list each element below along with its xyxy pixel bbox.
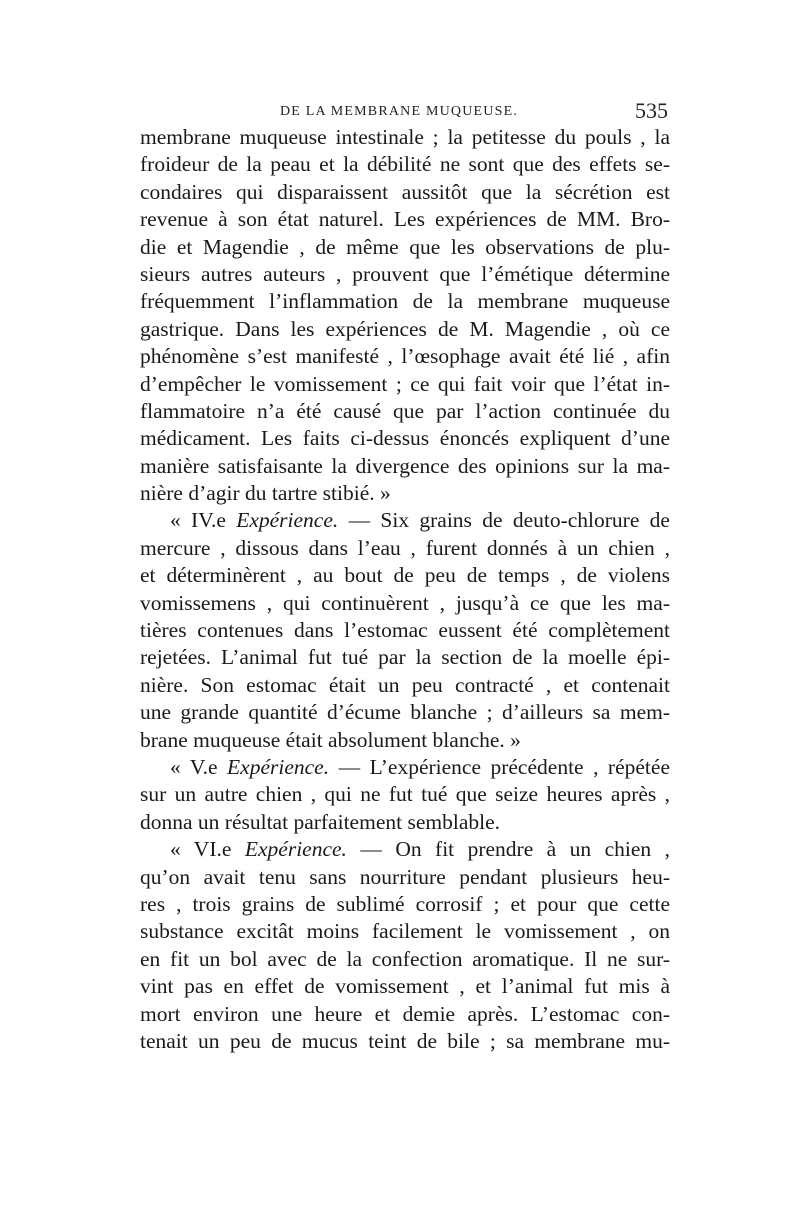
line-text: tenait un peu de mucus teint de bile ; sa membrane mu-: [140, 1028, 670, 1053]
italic-heading: Expérience.: [244, 837, 347, 862]
text-line: [140, 918, 670, 945]
line-text: en fit un bol avec de la confection aromatique. Il ne sur-: [140, 946, 670, 971]
text-line: [140, 507, 670, 534]
italic-heading: Expérience.: [227, 754, 330, 779]
line-text: vint pas en effet de vomissement , et l’animal fut mis à: [140, 974, 670, 999]
text-line: [140, 179, 670, 206]
page-number: 535: [635, 98, 668, 123]
line-text: brane muqueuse était absolument blanche. »: [140, 727, 521, 752]
text-line: [140, 234, 670, 261]
text-line: [140, 288, 670, 315]
text-line: [140, 946, 670, 973]
text-line: [140, 644, 670, 671]
line-text: manière satisfaisante la divergence des opinions sur la ma-: [140, 453, 670, 478]
line-text: fréquemment l’inflammation de la membrane muqueuse: [140, 289, 670, 314]
line-text: die et Magendie , de même que les observations de plu-: [140, 234, 670, 259]
text-line: [140, 206, 670, 233]
line-text: « V.e: [170, 754, 228, 779]
line-text: membrane muqueuse intestinale ; la petitesse du pouls , la: [140, 125, 670, 149]
line-text: médicament. Les faits ci-dessus énoncés expliquent d’une: [140, 426, 670, 451]
text-line: [140, 343, 670, 370]
line-text-continued: — On fit prendre à un chien ,: [346, 837, 670, 862]
line-text: et déterminèrent , au bout de peu de temps , de violens: [140, 563, 670, 588]
line-text: tières contenues dans l’estomac eussent été complètement: [140, 618, 670, 643]
text-line: [140, 836, 670, 863]
line-text: « IV.e: [170, 508, 237, 533]
text-line: [140, 453, 670, 480]
text-line: [140, 480, 670, 507]
text-line: [140, 562, 670, 589]
line-text: phénomène s’est manifesté , l’œsophage avait été lié , afin: [140, 344, 670, 369]
line-text: vomissemens , qui continuèrent , jusqu’à ce que les ma-: [140, 590, 670, 615]
text-line: [140, 617, 670, 644]
line-text: mercure , dissous dans l’eau , furent donnés à un chien ,: [140, 535, 670, 560]
text-line: [140, 864, 670, 891]
text-line: [140, 371, 670, 398]
text-line: [140, 1028, 670, 1055]
line-text: donna un résultat parfaitement semblable.: [140, 809, 500, 834]
line-text: flammatoire n’a été causé que par l’action continuée du: [140, 398, 670, 423]
running-head: [140, 98, 670, 122]
text-line: [140, 699, 670, 726]
line-text: mort environ une heure et demie après. L’estomac con-: [140, 1001, 670, 1026]
line-text-continued: — Six grains de deuto-chlorure de: [338, 508, 670, 533]
body-text: [140, 124, 670, 1055]
line-text: qu’on avait tenu sans nourriture pendant plusieurs heu-: [140, 864, 670, 889]
text-line: [140, 754, 670, 781]
text-line: [140, 973, 670, 1000]
line-text: substance excitât moins facilement le vomissement , on: [140, 919, 670, 944]
line-text: revenue à son état naturel. Les expériences de MM. Bro-: [140, 207, 670, 232]
text-line: [140, 590, 670, 617]
line-text: froideur de la peau et la débilité ne sont que des effets se-: [140, 152, 670, 177]
running-title: DE LA MEMBRANE MUQUEUSE.: [280, 104, 519, 119]
text-line: [140, 672, 670, 699]
text-line: [140, 398, 670, 425]
line-text: nière. Son estomac était un peu contracté , et contenait: [140, 672, 670, 697]
text-line: [140, 727, 670, 754]
text-line: [140, 809, 670, 836]
text-line: [140, 891, 670, 918]
text-line: [140, 124, 670, 151]
text-line: [140, 151, 670, 178]
line-text: d’empêcher le vomissement ; ce qui fait voir que l’état in-: [140, 371, 670, 396]
line-text: gastrique. Dans les expériences de M. Magendie , où ce: [140, 316, 670, 341]
line-text: sur un autre chien , qui ne fut tué que seize heures après ,: [140, 782, 670, 807]
text-line: [140, 781, 670, 808]
line-text: rejetées. L’animal fut tué par la section de la moelle épi-: [140, 645, 670, 670]
line-text: res , trois grains de sublimé corrosif ; et pour que cette: [140, 891, 670, 916]
text-line: [140, 1001, 670, 1028]
line-text: sieurs autres auteurs , prouvent que l’émétique détermine: [140, 261, 670, 286]
line-text: nière d’agir du tartre stibié. »: [140, 481, 391, 506]
text-line: [140, 316, 670, 343]
italic-heading: Expérience.: [236, 508, 339, 533]
text-line: [140, 425, 670, 452]
text-line: [140, 261, 670, 288]
text-line: [140, 535, 670, 562]
line-text: une grande quantité d’écume blanche ; d’ailleurs sa mem-: [140, 700, 670, 725]
line-text: « VI.e: [170, 837, 245, 862]
line-text: condaires qui disparaissent aussitôt que la sécrétion est: [140, 179, 670, 204]
line-text-continued: — L’expérience précédente , répétée: [329, 754, 670, 779]
